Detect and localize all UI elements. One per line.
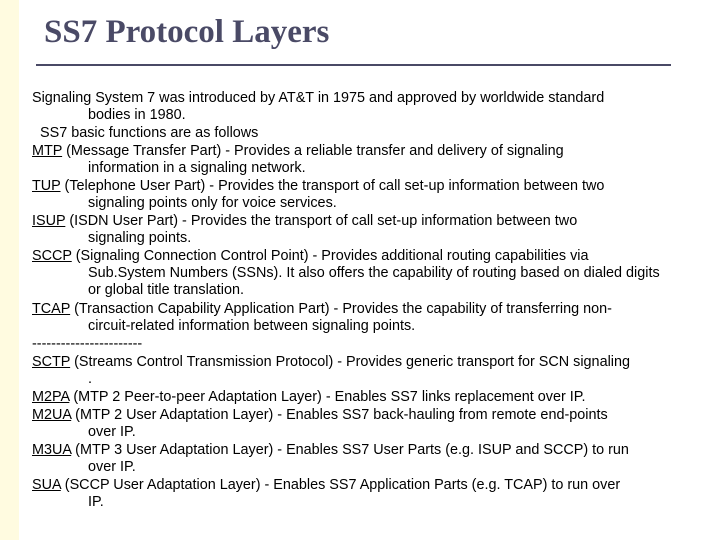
intro-paragraph bbox=[32, 90, 712, 124]
protocol-item-sctp bbox=[32, 354, 712, 388]
protocol-description: . bbox=[88, 370, 92, 387]
left-accent-bar bbox=[0, 0, 19, 540]
protocol-description: (MTP 2 Peer-to-peer Adaptation Layer) - Enables SS7 links replacement over IP. bbox=[69, 388, 586, 405]
protocol-description: circuit-related information between signaling points. bbox=[88, 317, 416, 334]
protocol-item-sccp bbox=[32, 248, 712, 299]
slide-body bbox=[32, 90, 712, 512]
protocol-term: M2UA bbox=[32, 406, 72, 423]
protocol-description: or global title translation. bbox=[88, 282, 244, 299]
protocol-item-mtp bbox=[32, 143, 712, 177]
protocol-description: (ISDN User Part) - Provides the transport of call set-up information between two bbox=[65, 213, 578, 230]
protocol-item-tcap bbox=[32, 301, 712, 335]
protocol-item-m2ua bbox=[32, 407, 712, 441]
protocol-description: (Transaction Capability Application Part) - Provides the capability of transferring non- bbox=[70, 300, 612, 317]
title-underline bbox=[36, 64, 671, 66]
protocol-term: MTP bbox=[32, 143, 63, 160]
section-divider: ----------------------- bbox=[32, 335, 143, 352]
protocol-description: over IP. bbox=[88, 459, 136, 476]
protocol-description: IP. bbox=[88, 494, 104, 511]
protocol-description: (Streams Control Transmission Protocol) - Provides generic transport for SCN signaling bbox=[70, 353, 630, 370]
intro-line: Signaling System 7 was introduced by AT&T in 1975 and approved by worldwide standard bbox=[32, 90, 605, 106]
protocol-term: ISUP bbox=[32, 213, 66, 230]
protocol-description: (MTP 2 User Adaptation Layer) - Enables SS7 back-hauling from remote end-points bbox=[71, 406, 608, 423]
protocol-term: SCCP bbox=[32, 248, 72, 265]
protocol-description: (Telephone User Part) - Provides the transport of call set-up information between two bbox=[60, 178, 605, 195]
protocol-description: signaling points. bbox=[88, 230, 192, 247]
protocol-term: TUP bbox=[32, 178, 61, 195]
intro-subheading: SS7 basic functions are as follows bbox=[40, 125, 259, 142]
protocol-description: information in a signaling network. bbox=[88, 160, 306, 177]
protocol-term: TCAP bbox=[32, 300, 71, 317]
protocol-term: M2PA bbox=[32, 388, 70, 405]
protocol-description: (Signaling Connection Control Point) - Provides additional routing capabilities via bbox=[71, 248, 589, 265]
protocol-description: (SCCP User Adaptation Layer) - Enables SS7 Application Parts (e.g. TCAP) to run over bbox=[60, 477, 621, 494]
protocol-description: over IP. bbox=[88, 423, 136, 440]
protocol-item-sua bbox=[32, 477, 712, 511]
protocol-term: SUA bbox=[32, 477, 61, 494]
protocol-item-tup bbox=[32, 178, 712, 212]
protocol-term: M3UA bbox=[32, 442, 72, 459]
protocol-description: Sub.System Numbers (SSNs). It also offers the capability of routing based on dialed digits bbox=[88, 265, 660, 282]
protocol-description: (MTP 3 User Adaptation Layer) - Enables SS7 User Parts (e.g. ISUP and SCCP) to run bbox=[71, 442, 629, 459]
protocol-description: signaling points only for voice services. bbox=[88, 195, 337, 212]
protocol-item-m2pa bbox=[32, 389, 712, 406]
protocol-item-isup bbox=[32, 213, 712, 247]
intro-line: bodies in 1980. bbox=[88, 107, 186, 123]
protocol-item-m3ua bbox=[32, 442, 712, 476]
protocol-term: SCTP bbox=[32, 353, 71, 370]
protocol-description: (Message Transfer Part) - Provides a reliable transfer and delivery of signaling bbox=[62, 143, 564, 160]
slide-title: SS7 Protocol Layers bbox=[44, 14, 330, 50]
